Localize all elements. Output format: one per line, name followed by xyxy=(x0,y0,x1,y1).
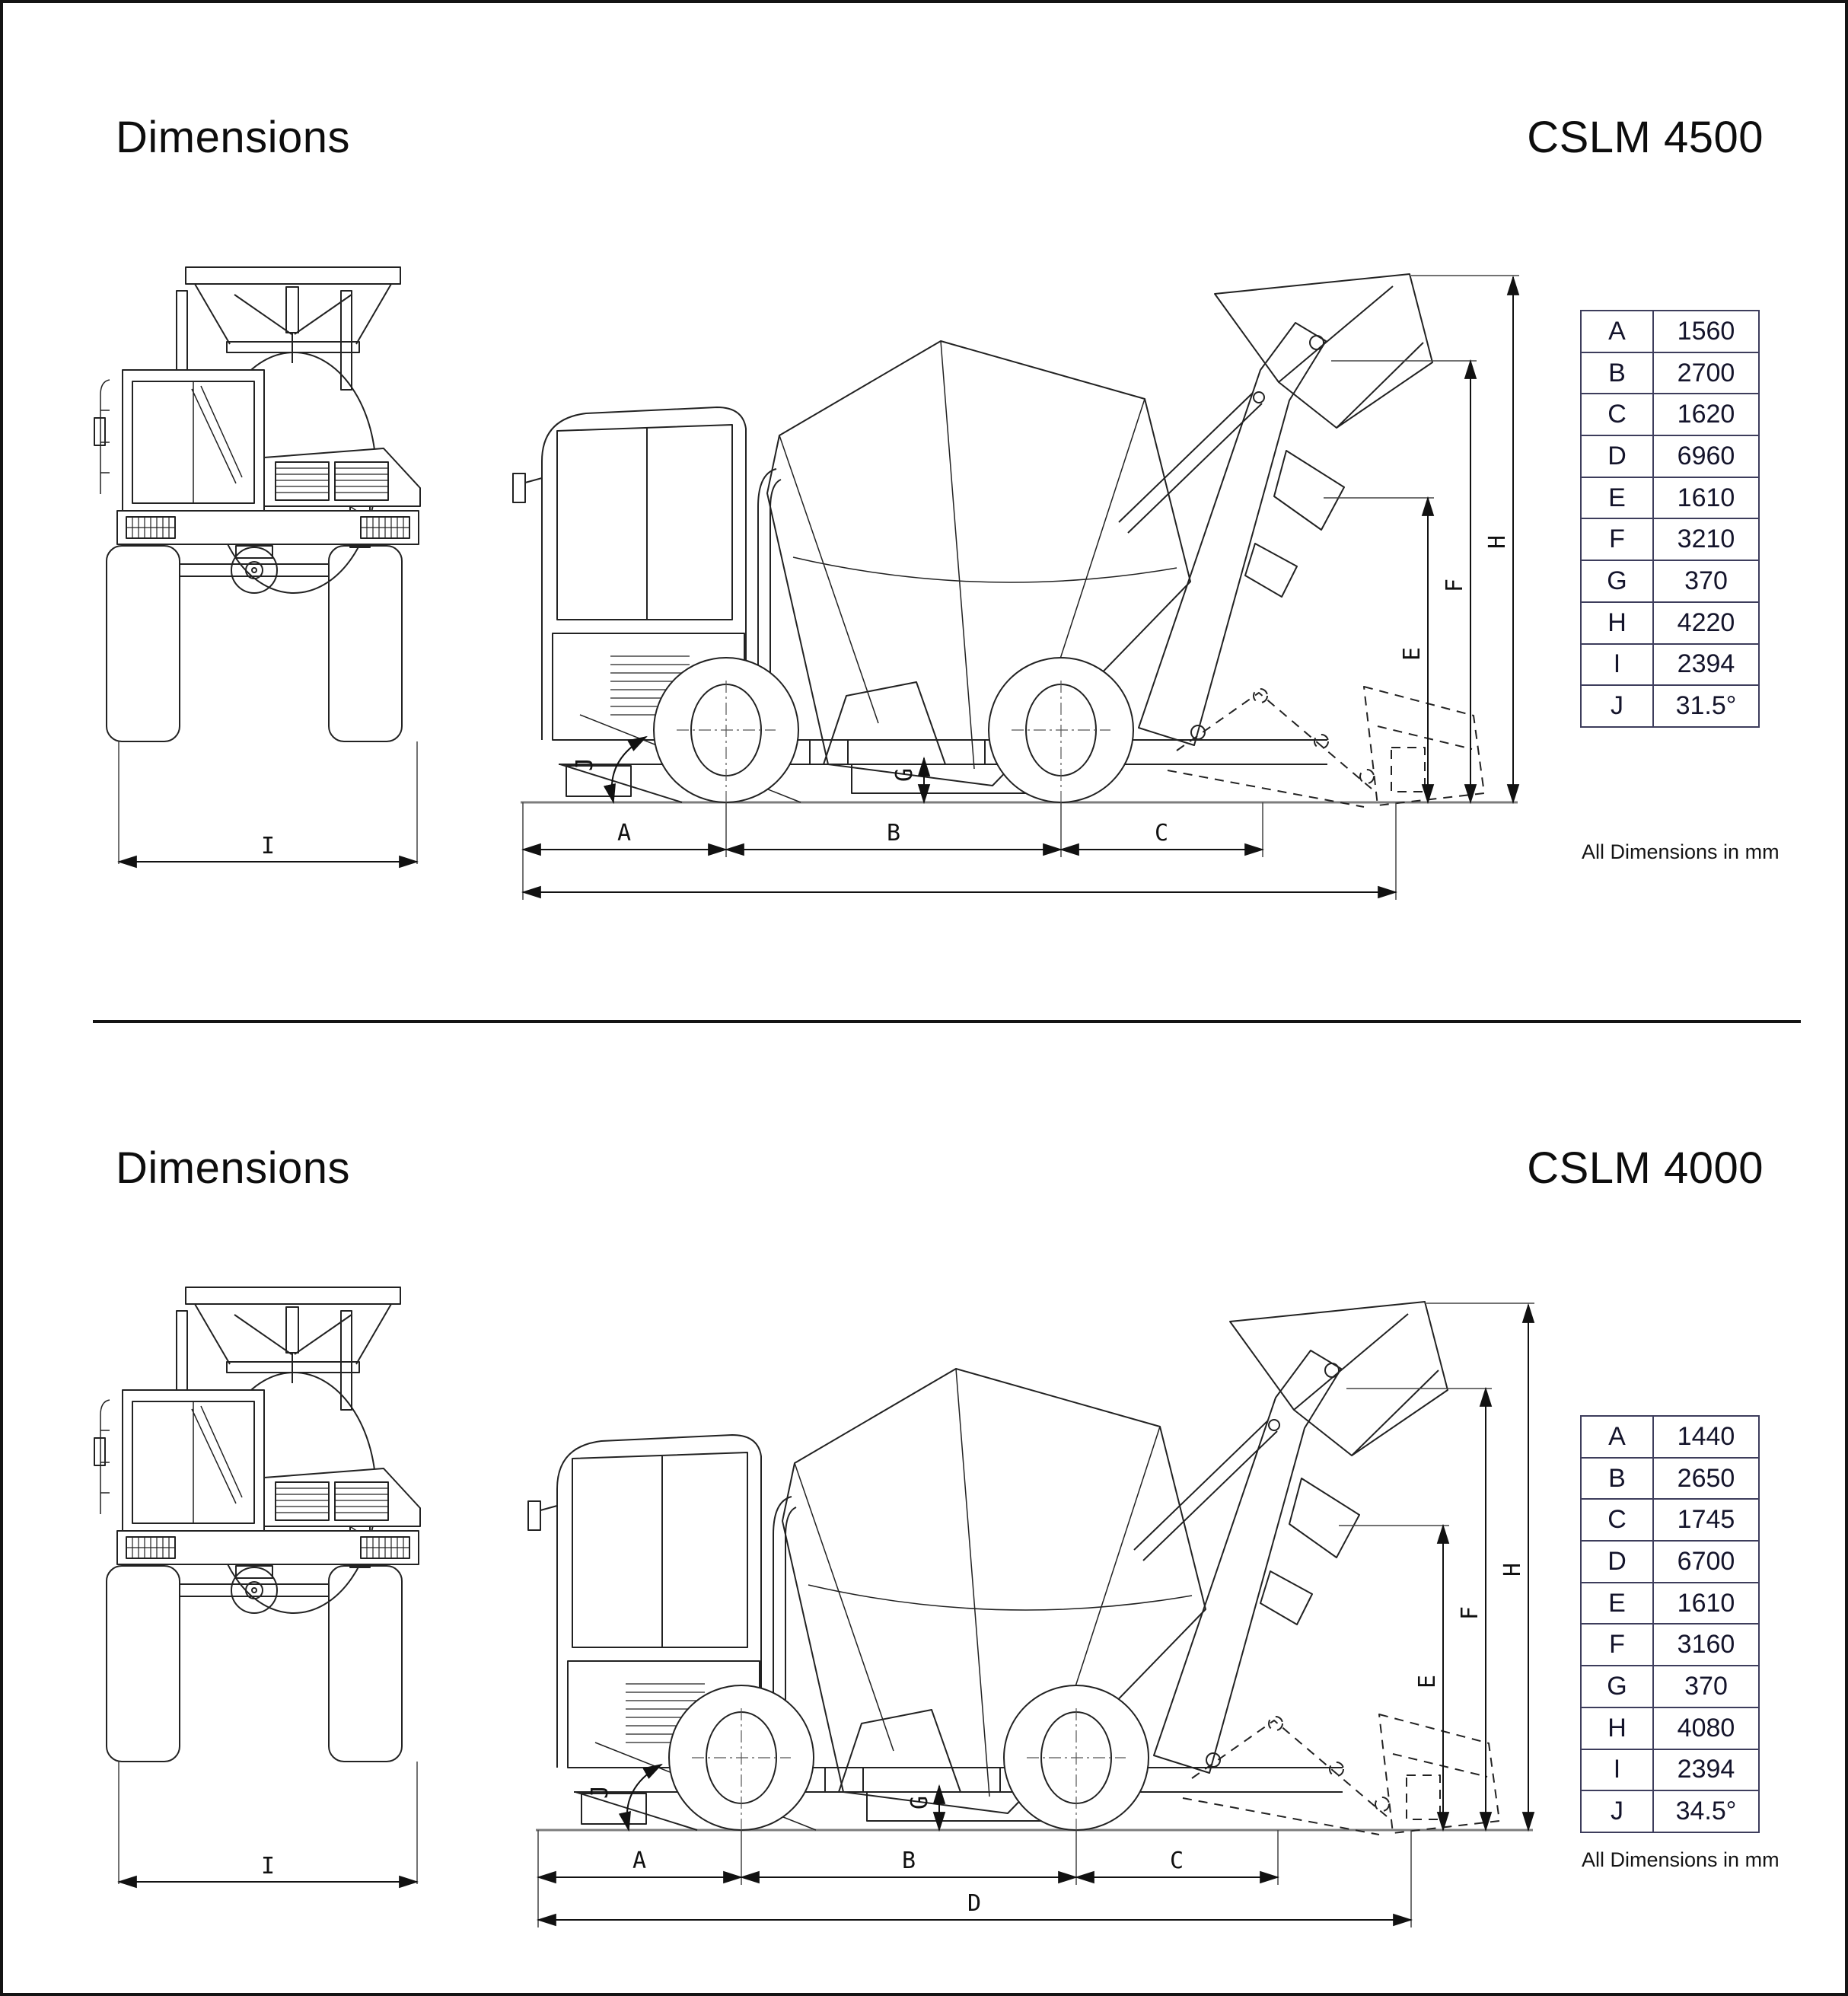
table-row xyxy=(1581,518,1759,560)
dim-cell-value: 1610 xyxy=(1653,1583,1759,1625)
table-row xyxy=(1581,1541,1759,1583)
dim-cell-label: H xyxy=(1581,1707,1653,1749)
dim-cell-label: H xyxy=(1581,602,1653,644)
table-row xyxy=(1581,1790,1759,1832)
table-row xyxy=(1581,1666,1759,1707)
dim-cell-label: G xyxy=(1581,560,1653,602)
dimension-label-j: J xyxy=(587,1784,613,1800)
dim-cell-value: 34.5° xyxy=(1653,1790,1759,1832)
table-row xyxy=(1581,352,1759,394)
dim-cell-value: 370 xyxy=(1653,560,1759,602)
table-row xyxy=(1581,560,1759,602)
table-row xyxy=(1581,685,1759,727)
dim-cell-value: 6700 xyxy=(1653,1541,1759,1583)
dim-cell-label: A xyxy=(1581,311,1653,352)
dim-cell-label: I xyxy=(1581,1749,1653,1791)
table-row xyxy=(1581,394,1759,435)
dimension-label-e: E xyxy=(1414,1674,1441,1689)
section-title: Dimensions xyxy=(116,1143,350,1193)
dimension-label-b: B xyxy=(886,820,901,847)
dimension-label-c: C xyxy=(1154,820,1169,847)
dim-cell-label: D xyxy=(1581,435,1653,477)
dim-cell-value: 2700 xyxy=(1653,352,1759,394)
table-row xyxy=(1581,1458,1759,1500)
dim-cell-label: B xyxy=(1581,352,1653,394)
dimension-label-e: E xyxy=(1399,646,1426,662)
dimension-label-a: A xyxy=(632,1848,647,1874)
dimension-label-i: I xyxy=(260,833,276,859)
units-note: All Dimensions in mm xyxy=(1582,840,1779,863)
dimension-label-b: B xyxy=(901,1848,916,1874)
table-row xyxy=(1581,1749,1759,1791)
dimension-label-d: D xyxy=(967,1890,982,1917)
dimension-label-f: F xyxy=(1457,1605,1483,1621)
table-row xyxy=(1581,1583,1759,1625)
table-row xyxy=(1581,1416,1759,1458)
dim-cell-value: 1745 xyxy=(1653,1499,1759,1541)
dim-cell-label: G xyxy=(1581,1666,1653,1707)
dim-cell-label: J xyxy=(1581,685,1653,727)
table-row xyxy=(1581,1707,1759,1749)
dimension-label-h: H xyxy=(1484,534,1511,550)
dimension-label-g: G xyxy=(891,767,918,783)
dimension-table-cslm-4000 xyxy=(1580,1415,1760,1833)
dim-cell-value: 6960 xyxy=(1653,435,1759,477)
dimension-label-i: I xyxy=(260,1853,276,1880)
dim-cell-value: 3210 xyxy=(1653,518,1759,560)
dim-cell-value: 1610 xyxy=(1653,477,1759,519)
dim-cell-value: 1440 xyxy=(1653,1416,1759,1458)
technical-drawings xyxy=(3,3,1848,1996)
dimension-label-c: C xyxy=(1169,1848,1184,1874)
dimension-label-a: A xyxy=(617,820,632,847)
table-row xyxy=(1581,644,1759,686)
dim-cell-label: J xyxy=(1581,1790,1653,1832)
dim-cell-value: 31.5° xyxy=(1653,685,1759,727)
side-view-drawing-cslm-4000 xyxy=(528,1302,1534,1927)
dimension-label-j: J xyxy=(572,757,598,772)
dim-cell-label: A xyxy=(1581,1416,1653,1458)
dim-cell-label: I xyxy=(1581,644,1653,686)
model-name: CSLM 4500 xyxy=(1527,113,1764,162)
dimension-table-cslm-4500 xyxy=(1580,310,1760,728)
table-row xyxy=(1581,1499,1759,1541)
dim-cell-value: 4220 xyxy=(1653,602,1759,644)
dimension-label-f: F xyxy=(1442,578,1468,593)
dim-cell-value: 1560 xyxy=(1653,311,1759,352)
dim-cell-value: 1620 xyxy=(1653,394,1759,435)
dim-cell-label: E xyxy=(1581,477,1653,519)
dimension-label-g: G xyxy=(906,1795,933,1810)
dim-cell-label: F xyxy=(1581,1624,1653,1666)
section-title: Dimensions xyxy=(116,113,350,162)
dim-cell-value: 2650 xyxy=(1653,1458,1759,1500)
dim-cell-label: C xyxy=(1581,1499,1653,1541)
table-row xyxy=(1581,1624,1759,1666)
table-row xyxy=(1581,435,1759,477)
table-row xyxy=(1581,602,1759,644)
table-row xyxy=(1581,477,1759,519)
model-name: CSLM 4000 xyxy=(1527,1143,1764,1193)
dim-cell-label: F xyxy=(1581,518,1653,560)
dim-cell-value: 2394 xyxy=(1653,1749,1759,1791)
dim-cell-value: 4080 xyxy=(1653,1707,1759,1749)
front-view-drawing-cslm-4500 xyxy=(94,267,420,864)
units-note: All Dimensions in mm xyxy=(1582,1848,1779,1871)
dim-cell-label: E xyxy=(1581,1583,1653,1625)
side-view-drawing-cslm-4500 xyxy=(513,274,1519,900)
front-view-drawing-cslm-4000 xyxy=(94,1287,420,1884)
dim-cell-label: D xyxy=(1581,1541,1653,1583)
dim-cell-value: 370 xyxy=(1653,1666,1759,1707)
dim-cell-value: 3160 xyxy=(1653,1624,1759,1666)
dim-cell-label: B xyxy=(1581,1458,1653,1500)
dim-cell-label: C xyxy=(1581,394,1653,435)
table-row xyxy=(1581,311,1759,352)
dimension-label-h: H xyxy=(1499,1562,1526,1577)
dim-cell-value: 2394 xyxy=(1653,644,1759,686)
